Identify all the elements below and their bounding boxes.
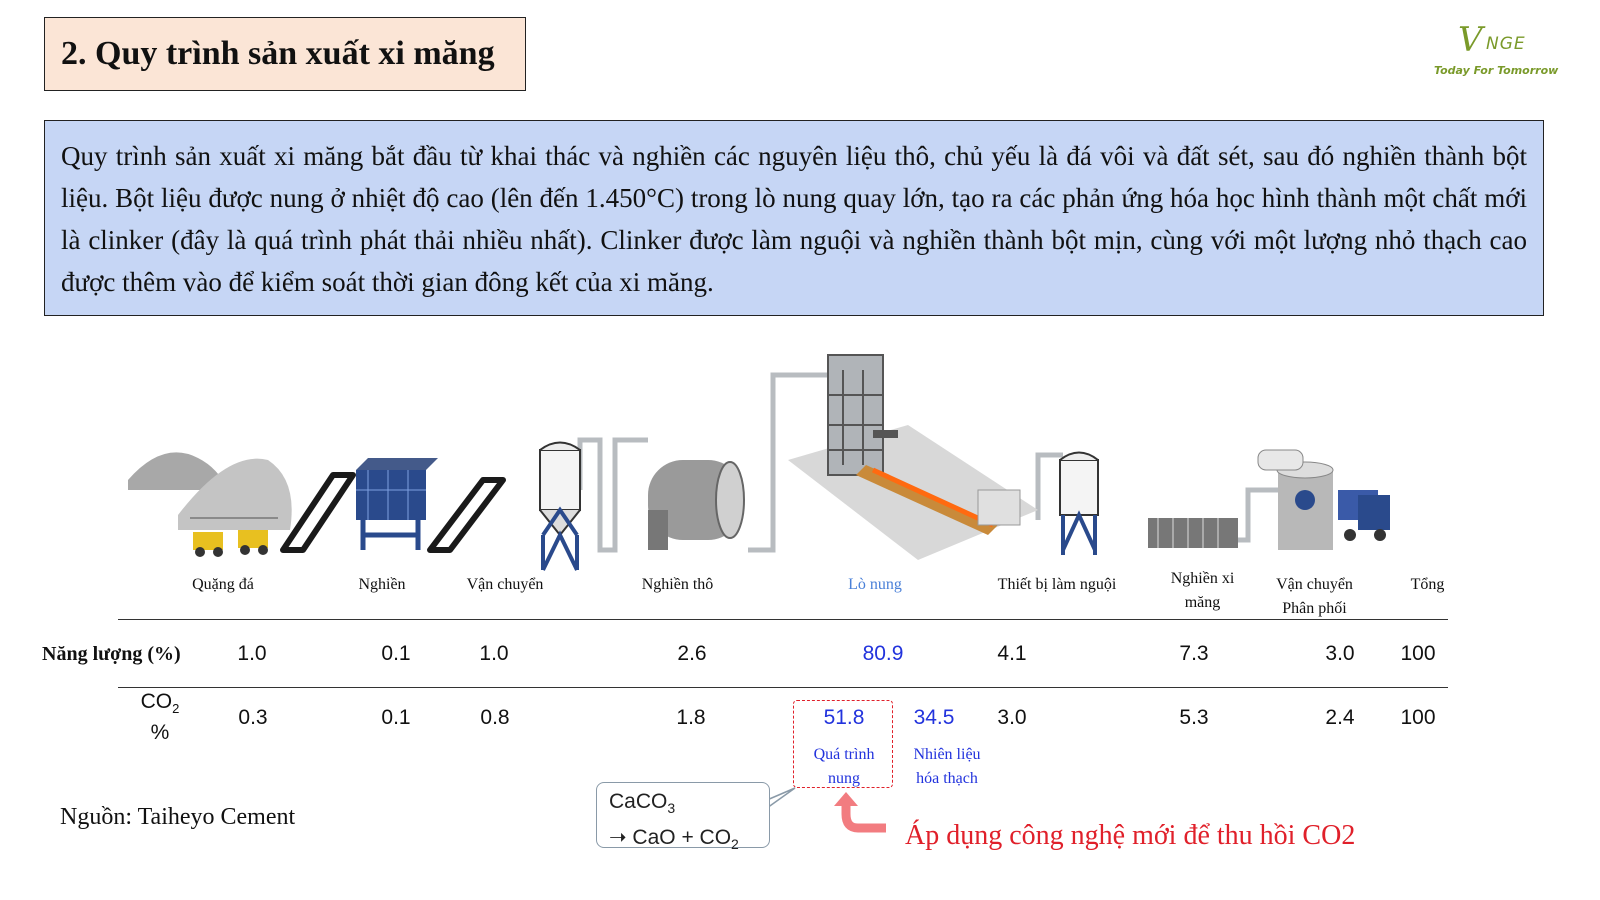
crusher [356, 458, 438, 550]
quarry-piles [128, 452, 292, 557]
co2-kiln-process: 51.8 [823, 706, 865, 729]
stage-label-dispatch [1262, 573, 1367, 621]
co2-label-sub: 2 [172, 701, 180, 717]
co2-quarry: 0.3 [238, 706, 268, 729]
energy-kiln: 80.9 [862, 642, 904, 665]
vnge-logo [1428, 18, 1558, 88]
logo-mark-rest: NGE [1486, 34, 1526, 54]
kiln-fuel-label-line2: hóa thạch [916, 770, 978, 787]
curved-arrow-icon [828, 790, 893, 840]
silo-1 [540, 443, 580, 571]
table-rule-top [118, 619, 1448, 620]
raw-mill [648, 460, 744, 550]
co2-crush: 0.1 [381, 706, 411, 729]
reaction-line2-sub: 2 [731, 836, 739, 853]
logo-mark: V [1458, 20, 1483, 60]
stage-label-cement-mill-line1: Nghiền xi [1170, 570, 1235, 587]
cooler-silo [1060, 453, 1098, 556]
co2-cooler: 3.0 [997, 706, 1027, 729]
co2-cement-mill: 5.3 [1179, 706, 1209, 729]
stage-label-transport: Vận chuyển [466, 576, 544, 593]
energy-row-label: Năng lượng (%) [42, 643, 181, 665]
co2-label-pct: % [150, 721, 170, 745]
stage-label-cement-mill-line2: măng [1184, 594, 1221, 611]
kiln-fuel-label [902, 743, 992, 791]
source-credit: Nguồn: Taiheyo Cement [60, 804, 296, 830]
stage-label-cooler: Thiết bị làm nguội [997, 576, 1117, 593]
kiln-process-label-line1: Quá trình [813, 746, 875, 763]
table-rule-middle [118, 687, 1448, 688]
reaction-line1-sub: 3 [667, 800, 676, 817]
logo-tagline: Today For Tomorrow [1434, 64, 1559, 77]
stage-label-kiln: Lò nung [848, 576, 902, 593]
stage-label-cement-mill [1155, 567, 1250, 615]
cement-process-illustration [118, 340, 1458, 580]
energy-total: 100 [1400, 642, 1436, 665]
energy-cooler: 4.1 [997, 642, 1027, 665]
stage-label-raw-mill: Nghiền thô [641, 576, 714, 593]
co2-label-main: CO [140, 690, 173, 713]
co2-dispatch: 2.4 [1325, 706, 1355, 729]
kiln-process-label-line2: nung [828, 770, 860, 787]
preheater-and-kiln [788, 355, 1038, 560]
conveyor-2 [430, 480, 503, 550]
co2-total: 100 [1400, 706, 1436, 729]
stage-label-quarry: Quặng đá [192, 576, 254, 593]
kiln-fuel-label-line1: Nhiên liệu [913, 746, 981, 763]
kiln-process-label [800, 743, 888, 791]
conveyor-1 [283, 475, 353, 550]
capture-technology-callout: Áp dụng công nghệ mới để thu hồi CO2 [905, 820, 1356, 851]
energy-cement-mill: 7.3 [1179, 642, 1209, 665]
reaction-bubble [596, 782, 770, 853]
stage-label-crush: Nghiền [358, 576, 406, 593]
intro-paragraph: Quy trình sản xuất xi măng bắt đầu từ khai thác và nghiền các nguyên liệu thô, chủ yếu là đá vôi và đất sét, sau đó nghiền thành bột liệu. Bột liệu được nung ở nhiệt độ cao (lên đến 1.450°C) trong lò nung quay lớn, tạo ra các phản ứng hóa học hình thành một chất mới là clinker (đây là quá trình phát thải nhiều nhất). Clinker được làm nguội và nghiền thành bột mịn, cùng với một lượng nhỏ thạch cao được thêm vào để kiểm soát thời gian đông kết của xi măng. [44, 120, 1544, 316]
co2-transport: 0.8 [480, 706, 510, 729]
slide-title: 2. Quy trình sản xuất xi măng [61, 35, 495, 72]
energy-raw-mill: 2.6 [677, 642, 707, 665]
co2-row-label [138, 690, 182, 745]
slide-title-box [44, 17, 526, 91]
energy-crush: 0.1 [381, 642, 411, 665]
stage-label-dispatch-line2: Phân phối [1282, 600, 1347, 617]
dispatch-silo-and-truck [1258, 450, 1390, 550]
cement-mill [1148, 518, 1238, 548]
stage-label-dispatch-line1: Vận chuyển [1276, 576, 1353, 593]
co2-raw-mill: 1.8 [676, 706, 706, 729]
reaction-line2: ➝ CaO + CO [609, 826, 732, 850]
energy-quarry: 1.0 [237, 642, 267, 665]
energy-dispatch: 3.0 [1325, 642, 1355, 665]
co2-kiln-fuel: 34.5 [913, 706, 955, 729]
reaction-line1: CaCO [609, 790, 668, 813]
energy-transport: 1.0 [479, 642, 509, 665]
stage-label-total: Tổng [1410, 576, 1445, 593]
